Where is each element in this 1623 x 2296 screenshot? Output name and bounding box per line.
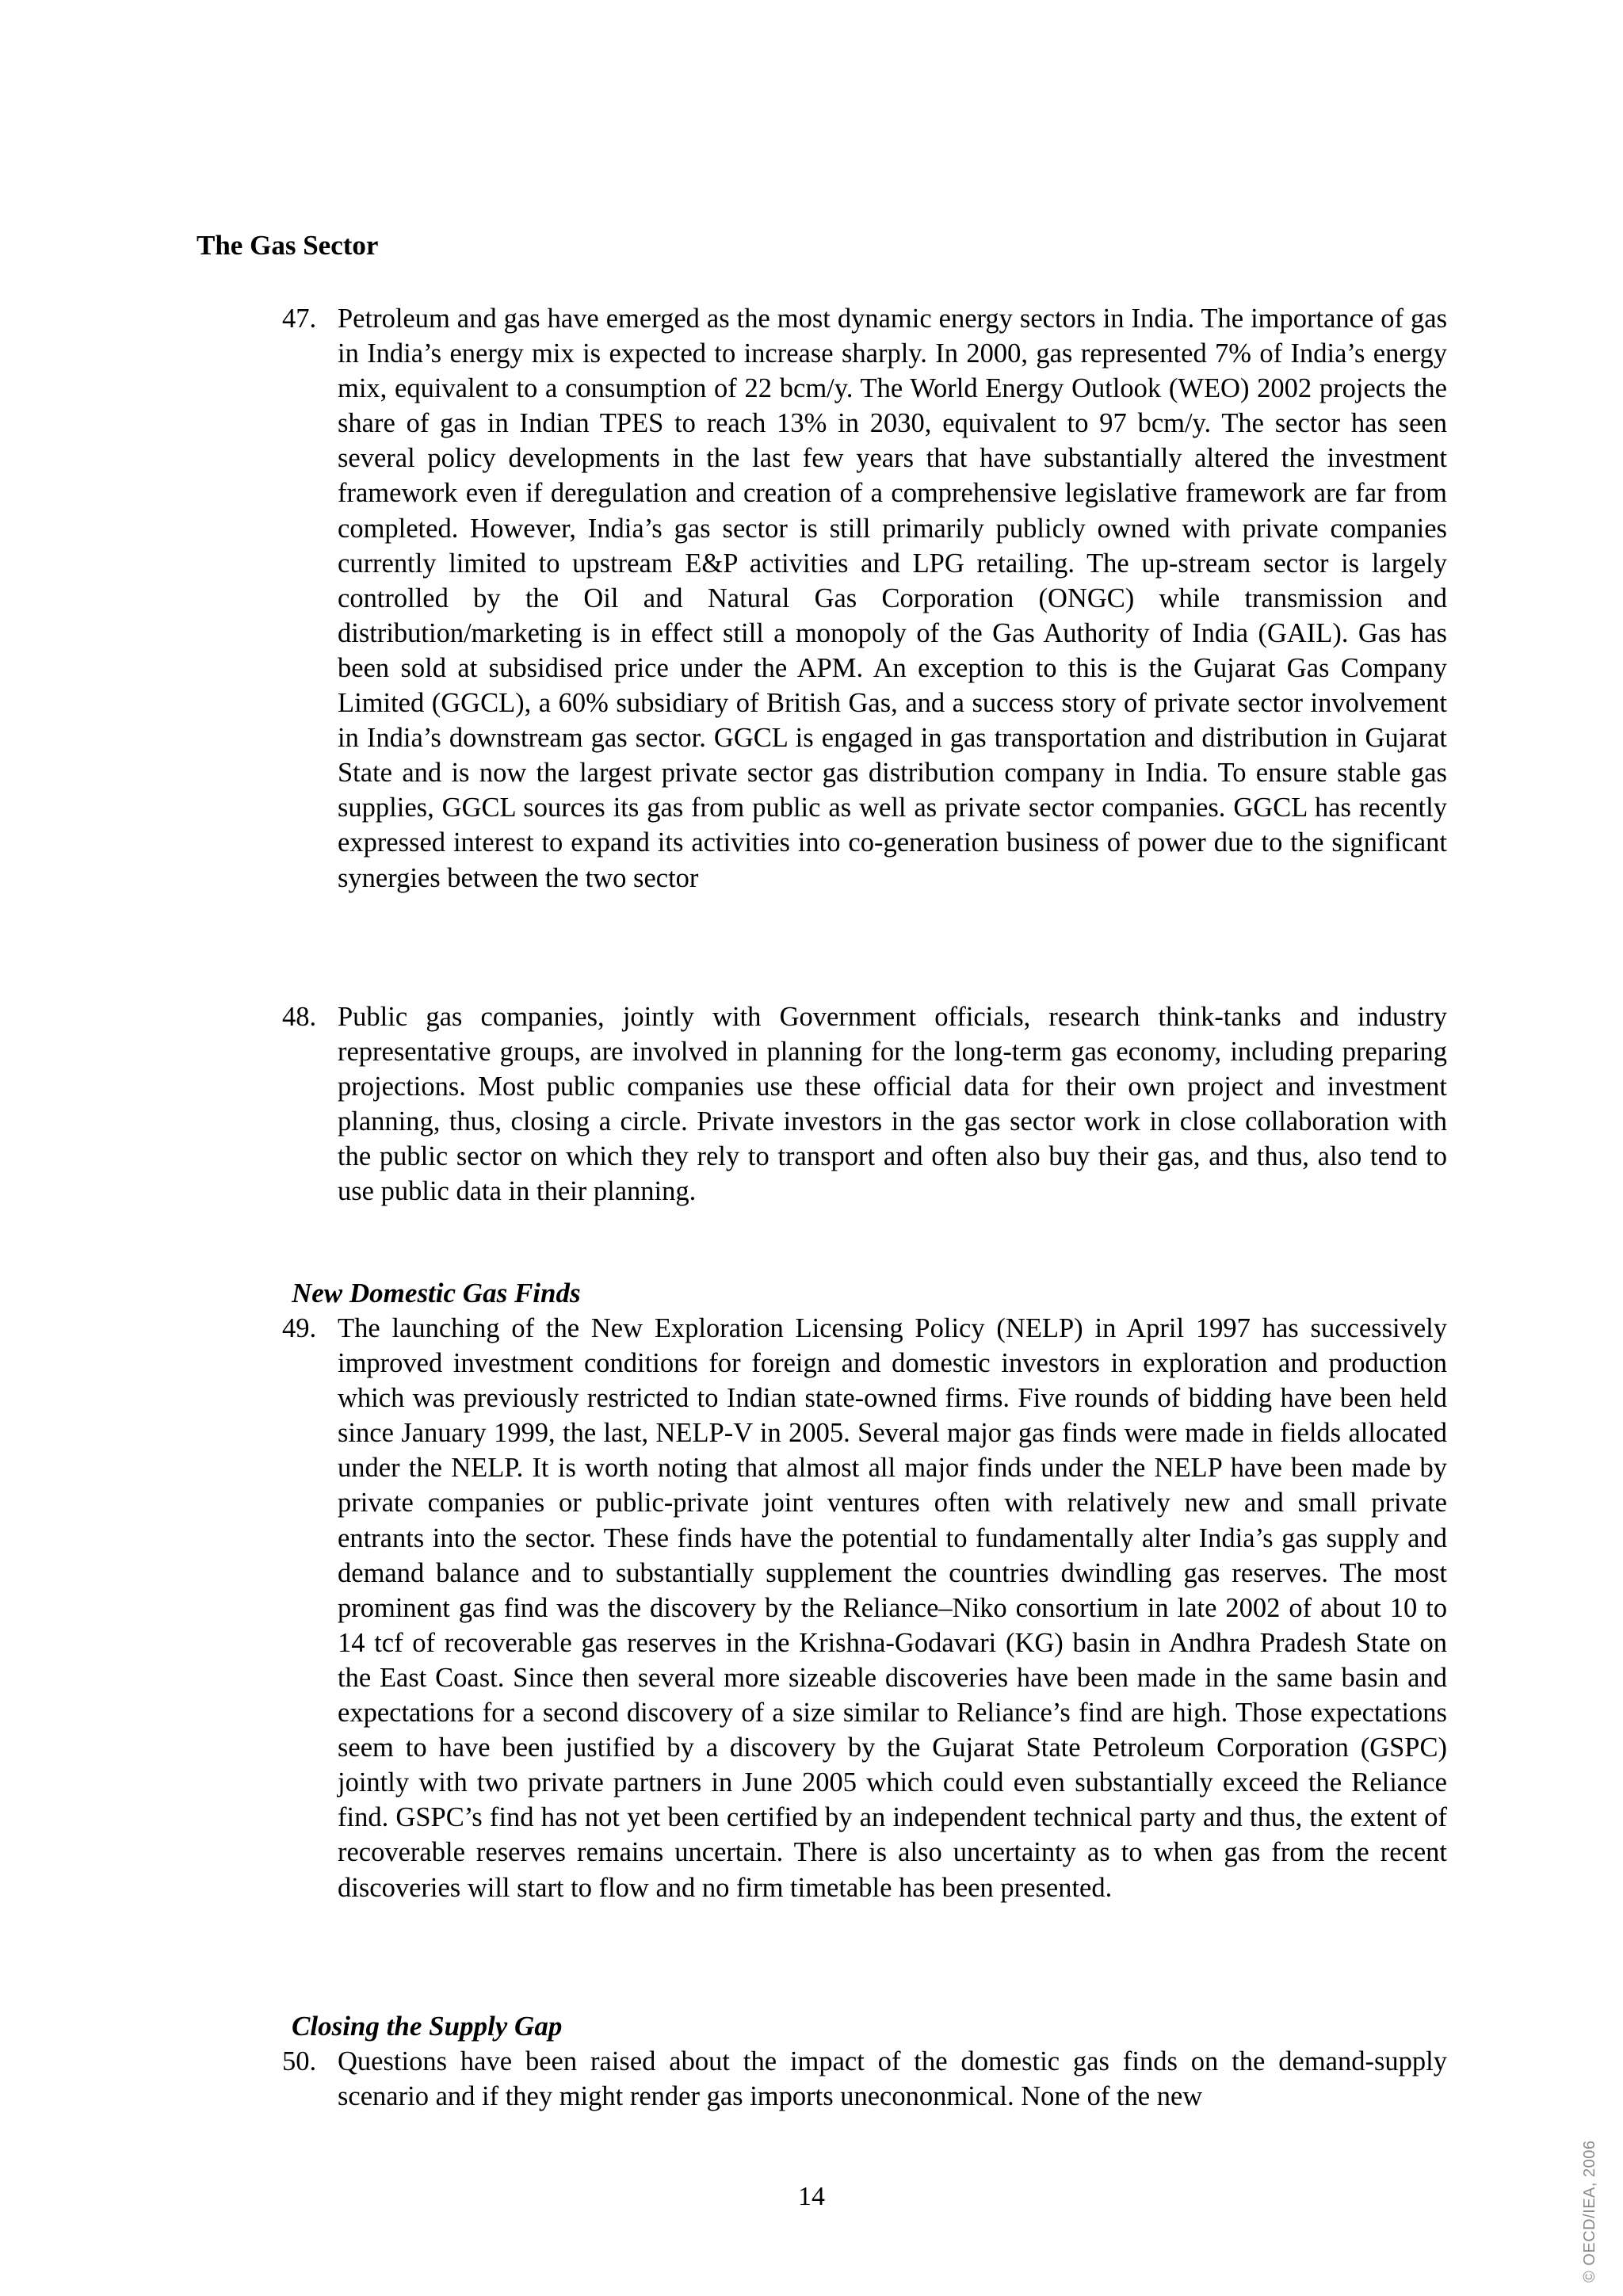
paragraph-number: 48. [282,1002,317,1032]
page-number: 14 [798,2182,825,2211]
section-title: The Gas Sector [197,230,379,261]
paragraph-49 [282,1311,1447,1905]
paragraph-number: 47. [282,304,317,334]
paragraph-number: 49. [282,1313,317,1343]
paragraph-50 [282,2044,1447,2114]
subheading-new-domestic-gas-finds: New Domestic Gas Finds [292,1278,581,1308]
paragraph-text: Public gas companies, jointly with Government officials, research think-tanks and industry representative groups, are involved in planning for the long-term gas economy, including preparing projections. Most public companies use these official data for their own project and investment planning, thus, closing a circle. Private investors in the gas sector work in close collaboration with the public sector on which they rely to transport and often also buy their gas, and thus, also tend to use public data in their planning. [338,1002,1447,1207]
copyright-watermark: © OECD/IEA, 2006 [1581,2140,1598,2283]
paragraph-text: Petroleum and gas have emerged as the most dynamic energy sectors in India. The importance of gas in India’s energy mix is expected to increase sharply. In 2000, gas represented 7% of India’s energy mix, equivalent to a consumption of 22 bcm/y. The World Energy Outlook (WEO) 2002 projects the share of gas in Indian TPES to reach 13% in 2030, equivalent to 97 bcm/y. The sector has seen several policy developments in the last few years that have substantially altered the investment framework even if deregulation and creation of a comprehensive legislative framework are far from completed. However, India’s gas sector is still primarily publicly owned with private companies currently limited to upstream E&P activities and LPG retailing. The up-stream sector is largely controlled by the Oil and Natural Gas Corporation (ONGC) while transmission and distribution/marketing is in effect still a monopoly of the Gas Authority of India (GAIL). Gas has been sold at subsidised price under the APM. An exception to this is the Gujarat Gas Company Limited (GGCL), a 60% subsidiary of British Gas, and a success story of private sector involvement in India’s downstream gas sector. GGCL is engaged in gas transportation and distribution in Gujarat State and is now the largest private sector gas distribution company in India. To ensure stable gas supplies, GGCL sources its gas from public as well as private sector companies. GGCL has recently expressed interest to expand its activities into co-generation business of power due to the significant synergies between the two sector [338,304,1447,893]
subheading-closing-the-supply-gap: Closing the Supply Gap [292,2011,563,2042]
paragraph-48 [282,999,1447,1209]
paragraph-number: 50. [282,2046,317,2076]
paragraph-text: The launching of the New Exploration Licensing Policy (NELP) in April 1997 has successively improved investment conditions for foreign and domestic investors in exploration and production which was previously restricted to Indian state-owned firms. Five rounds of bidding have been held since January 1999, the last, NELP-V in 2005. Several major gas finds were made in fields allocated under the NELP. It is worth noting that almost all major finds under the NELP have been made by private companies or public-private joint ventures often with relatively new and small private entrants into the sector. These finds have the potential to fundamentally alter India’s gas supply and demand balance and to substantially supplement the countries dwindling gas reserves. The most prominent gas find was the discovery by the Reliance–Niko consortium in late 2002 of about 10 to 14 tcf of recoverable gas reserves in the Krishna-Godavari (KG) basin in Andhra Pradesh State on the East Coast. Since then several more sizeable discoveries have been made in the same basin and expectations for a second discovery of a size similar to Reliance’s find are high. Those expectations seem to have been justified by a discovery by the Gujarat State Petroleum Corporation (GSPC) jointly with two private partners in June 2005 which could even substantially exceed the Reliance find. GSPC’s find has not yet been certified by an independent technical party and thus, the extent of recoverable reserves remains uncertain. There is also uncertainty as to when gas from the recent discoveries will start to flow and no firm timetable has been presented. [338,1313,1447,1903]
paragraph-47 [282,301,1447,896]
paragraph-text: Questions have been raised about the impact of the domestic gas finds on the demand-supply scenario and if they might render gas imports unecononmical. None of the new [338,2046,1447,2112]
